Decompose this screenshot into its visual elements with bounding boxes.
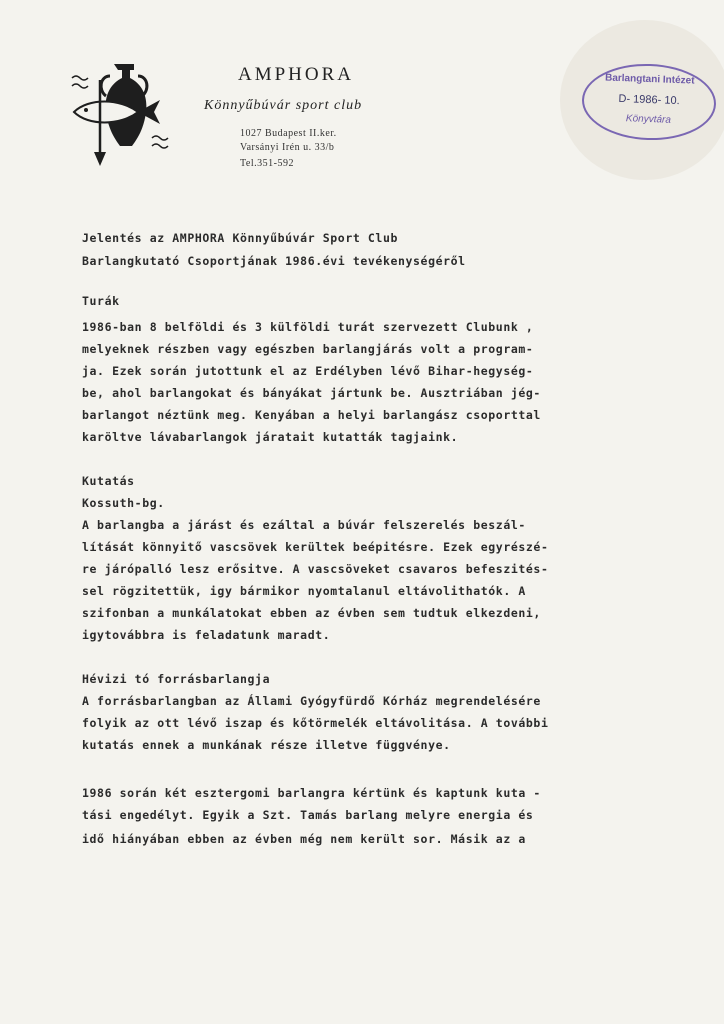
- kossuth-line-5: szifonban a munkálatokat ebben az évben sem tudtuk elkezdeni,: [82, 606, 541, 620]
- section-heading-kutatas: Kutatás: [82, 474, 135, 488]
- club-name: AMPHORA: [238, 64, 355, 85]
- closing-line-1: 1986 során két esztergomi barlangra kértünk és kaptunk kuta -: [82, 786, 541, 800]
- club-subtitle: Könnyűbúvár sport club: [204, 98, 363, 113]
- turak-line-4: be, ahol barlangokat és bányákat jártunk be. Ausztriában jég-: [82, 386, 541, 400]
- turak-line-5: barlangot néztünk meg. Kenyában a helyi barlangász csoporttal: [82, 408, 541, 422]
- closing-line-3: idő hiányában ebben az évben még nem került sor. Másik az a: [82, 832, 526, 846]
- report-title-line-1: Jelentés az AMPHORA Könnyűbúvár Sport Club: [82, 231, 398, 245]
- turak-line-3: ja. Ezek során jutottunk el az Erdélyben lévő Bihar-hegység-: [82, 364, 534, 378]
- kossuth-line-3: re járópalló lesz erősitve. A vascsöveket csavaros befeszités-: [82, 562, 549, 576]
- section-heading-turak: Turák: [82, 294, 120, 308]
- kossuth-line-6: igytovábbra is feladatunk maradt.: [82, 628, 331, 642]
- stamp-library: Könyvtára: [625, 113, 672, 126]
- turak-line-6: karöltve lávabarlangok járatait kutatták tagjaink.: [82, 430, 459, 444]
- phone-number: Tel.351-592: [240, 158, 294, 169]
- amphora-logo-icon: [66, 60, 186, 170]
- stamp-institute: Barlangtani Intézet: [604, 72, 695, 87]
- turak-line-1: 1986-ban 8 belföldi és 3 külföldi turát szervezett Clubunk ,: [82, 320, 534, 334]
- hevizi-line-3: kutatás ennek a munkának része illetve függvénye.: [82, 738, 451, 752]
- kossuth-line-1: A barlangba a járást és ezáltal a búvár felszerelés beszál-: [82, 518, 526, 532]
- kossuth-line-2: lítását könnyitő vascsövek kerültek beépitésre. Ezek egyrészé-: [82, 540, 549, 554]
- subheading-hevizi: Hévizi tó forrásbarlangja: [82, 672, 271, 686]
- turak-line-2: melyeknek részben vagy egészben barlangjárás volt a program-: [82, 342, 534, 356]
- closing-line-2: tási engedélyt. Egyik a Szt. Tamás barlang melyre energia és: [82, 808, 534, 822]
- address-line-1: 1027 Budapest II.ker.: [240, 128, 337, 139]
- hevizi-line-2: folyik az ott lévő iszap és kőtörmelék eltávolitása. A további: [82, 716, 549, 730]
- kossuth-line-4: sel rögzitettük, igy bármikor nyomtalanul eltávolithatók. A: [82, 584, 526, 598]
- report-title-line-2: Barlangkutató Csoportjának 1986.évi tevékenységéről: [82, 254, 466, 268]
- subheading-kossuth: Kossuth-bg.: [82, 496, 165, 510]
- stamp-date: D- 1986- 10.: [618, 92, 680, 108]
- address-line-2: Varsányi Irén u. 33/b: [240, 142, 335, 153]
- hevizi-line-1: A forrásbarlangban az Állami Gyógyfürdő Kórház megrendelésére: [82, 694, 541, 708]
